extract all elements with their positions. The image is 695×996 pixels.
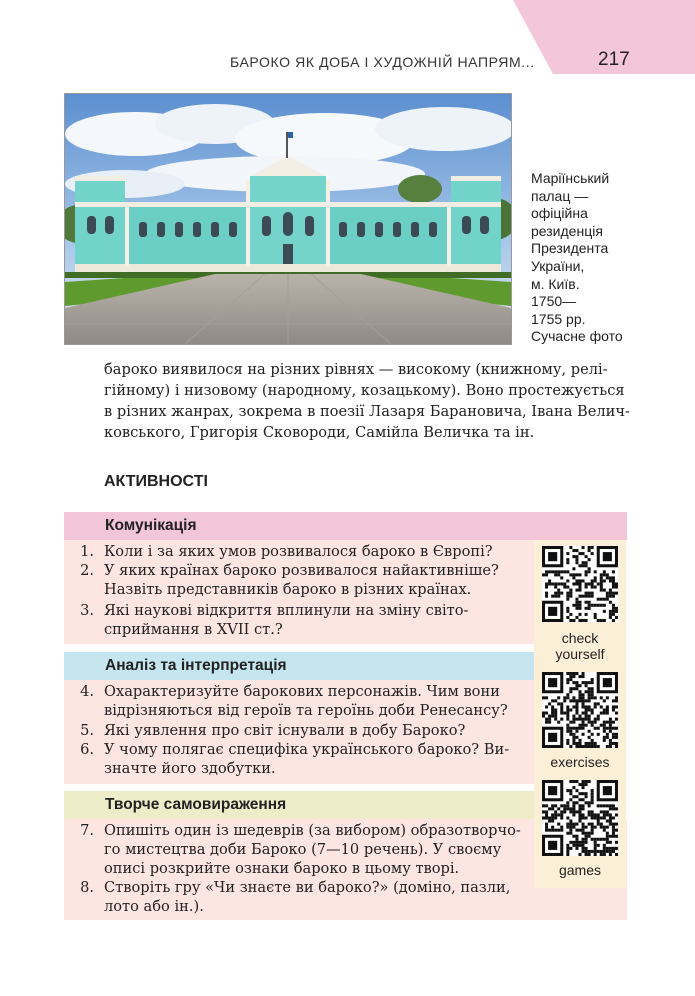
section-analysis-header: Аналіз та інтерпретація bbox=[64, 652, 534, 680]
question-text: Опишіть один із шедеврів (за вибором) образотворчо- bbox=[104, 822, 521, 839]
question-text: Охарактеризуйте барокових персонажів. Чим вони bbox=[104, 683, 500, 700]
caption-line: м. Київ. bbox=[531, 275, 580, 292]
qr-codes-panel bbox=[534, 540, 626, 888]
question-number: 6. bbox=[80, 741, 94, 758]
question-text: значте його здобутки. bbox=[104, 760, 276, 777]
section-communication-body bbox=[64, 540, 534, 644]
question-text: Які уявлення про світ існували в добу Бароко? bbox=[104, 722, 466, 739]
question-text: Коли і за яких умов розвивалося бароко в Європі? bbox=[104, 543, 493, 560]
caption-line: офіційна bbox=[531, 205, 588, 222]
qr-label-games: games bbox=[558, 862, 602, 878]
question-text: лото або ін.). bbox=[104, 898, 204, 915]
body-paragraph bbox=[104, 359, 632, 443]
qr-label-check-yourself: check yourself bbox=[555, 630, 605, 662]
running-head: БАРОКО ЯК ДОБА І ХУДОЖНІЙ НАПРЯМ... bbox=[230, 54, 535, 70]
caption-line: резиденція bbox=[531, 222, 603, 239]
question-number: 3. bbox=[80, 602, 94, 619]
question-text: У яких країнах бароко розвивалося найактивніше? bbox=[104, 562, 499, 579]
palace-photo bbox=[64, 93, 512, 345]
question-text: Які наукові відкриття вплинули на зміну світо- bbox=[104, 602, 469, 619]
question-text: го мистецтва доби Бароко (7—10 речень). У своєму bbox=[104, 841, 502, 858]
section-communication-header: Комунікація bbox=[64, 512, 627, 540]
section-analysis-body bbox=[64, 680, 534, 784]
qr-code-icon[interactable] bbox=[542, 780, 618, 856]
photo-caption bbox=[531, 170, 681, 346]
paragraph-line: гійному) і низовому (народному, козацькому). Воно простежується bbox=[104, 382, 625, 399]
page-number: 217 bbox=[598, 49, 630, 70]
activities-heading: АКТИВНОСТІ bbox=[104, 473, 208, 490]
qr-label-exercises: exercises bbox=[550, 754, 610, 770]
section-creative-header: Творче самовираження bbox=[64, 791, 534, 819]
paragraph-line: бароко виявилося на різних рівнях — високому (книжному, релі- bbox=[104, 361, 608, 378]
question-number: 4. bbox=[80, 683, 94, 700]
question-text: Створіть гру «Чи знаєте ви бароко?» (доміно, пазли, bbox=[104, 879, 511, 896]
question-text: сприймання в XVII ст.? bbox=[104, 621, 283, 638]
caption-line: Президента bbox=[531, 240, 609, 257]
caption-line: Маріїнський bbox=[531, 170, 610, 186]
question-number: 8. bbox=[80, 879, 94, 896]
question-text: У чому полягає специфіка українського бароко? Ви- bbox=[104, 741, 510, 758]
caption-line: України, bbox=[531, 257, 585, 274]
question-text: Назвіть представників бароко в різних країнах. bbox=[104, 581, 472, 598]
qr-code-icon[interactable] bbox=[542, 672, 618, 748]
caption-line: Сучасне фото bbox=[531, 328, 623, 345]
question-number: 1. bbox=[80, 543, 94, 560]
question-number: 2. bbox=[80, 562, 94, 579]
caption-line: 1750— bbox=[531, 293, 577, 310]
question-text: відрізняються від героїв та героїнь доби Ренесансу? bbox=[104, 702, 508, 719]
question-number: 5. bbox=[80, 722, 94, 739]
paragraph-line: ковського, Григорія Сковороди, Самійла Величка та ін. bbox=[104, 424, 535, 441]
caption-line: 1755 рр. bbox=[531, 310, 586, 327]
caption-line: палац — bbox=[531, 187, 589, 204]
question-text: описі розкрийте ознаки бароко в цьому творі. bbox=[104, 860, 460, 877]
paragraph-line: в різних жанрах, зокрема в поезії Лазаря Барановича, Івана Велич- bbox=[104, 403, 630, 420]
question-number: 7. bbox=[80, 822, 94, 839]
qr-code-icon[interactable] bbox=[542, 546, 618, 622]
